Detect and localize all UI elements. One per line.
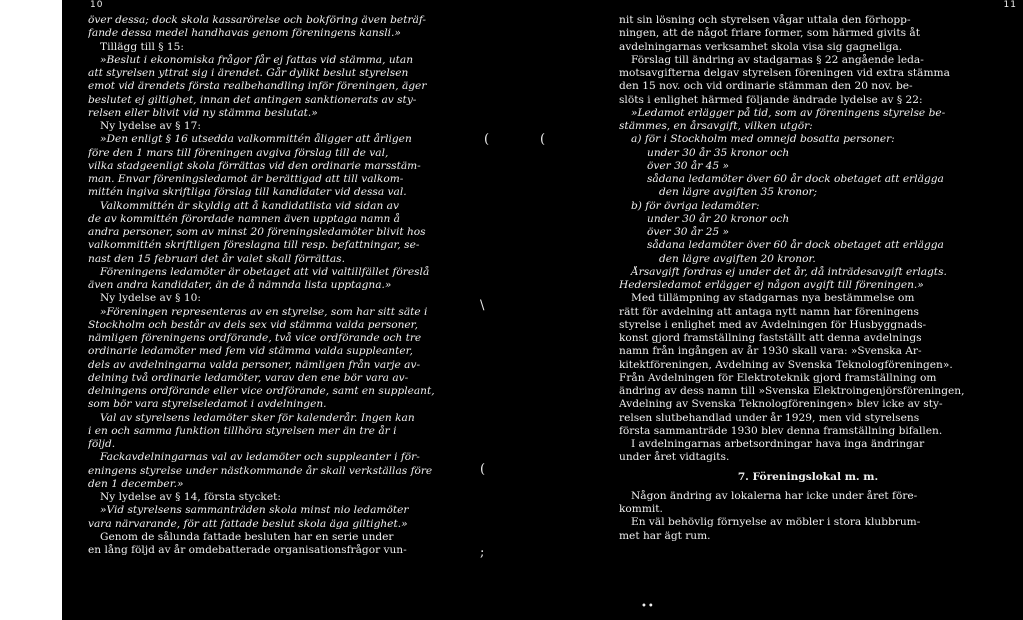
text-line: Någon ändring av lokalerna har icke under året före- (631, 489, 918, 502)
text-line: Ny lydelse av § 10: (100, 292, 201, 305)
text-line: en lång följd av år omdebatterade organisationsfrågor vun- (88, 544, 407, 556)
text-line: delning två ordinarie ledamöter, varav den ene bör vara av- (88, 371, 409, 384)
text-line: över 30 år 25 » (647, 226, 729, 238)
gutter-mark: ( (540, 132, 546, 147)
text-line: emot vid ärendets första realbehandling inför föreningen, äger (88, 80, 427, 93)
text-line: valkommittén skriftligen föreslagna till resp. befattningar, se- (88, 239, 420, 252)
text-line: konst gjord framställning fastställt att denna avdelnings (619, 332, 922, 344)
right-page-text (619, 14, 997, 543)
text-line: sådana ledamöter över 60 år dock obetaget att erlägga (647, 239, 944, 252)
page-number: 11 (1003, 0, 1017, 10)
text-line: avdelningarnas verksamhet skola visa sig gagneliga. (619, 40, 903, 53)
section-heading: 7. Föreningslokal m. m. (737, 470, 879, 483)
text-line: »Beslut i ekonomiska frågor får ej fattas vid stämma, utan (100, 53, 414, 66)
text-line: fande dessa medel handhavas genom föreningens kansli.» (88, 27, 401, 40)
text-line: I avdelningarnas arbetsordningar hava inga ändringar (631, 438, 925, 450)
text-line: ningen, att de något friare former, som härmed givits åt (619, 27, 920, 40)
text-line: man. Envar föreningsledamot är berättigad att till valkom- (88, 173, 404, 185)
text-line: dels av avdelningarna valda personer, nämligen från varje av- (88, 358, 421, 371)
text-line: Föreningens ledamöter är obetaget att vid valtillfället föreslå (100, 265, 430, 278)
text-line: styrelse i enlighet med av Avdelningen för Husbyggnads- (619, 318, 927, 331)
text-line: Val av styrelsens ledamöter sker för kalenderår. Ingen kan (100, 411, 415, 424)
gutter-mark: ( (484, 132, 490, 147)
text-line: Årsavgift fordras ej under det år, då inträdesavgift erlagts. (631, 265, 947, 278)
text-line: vilka stadgeenligt skola förrättas vid den ordinarie marsstäm- (88, 159, 421, 172)
text-line: under 30 år 20 kronor och (647, 212, 790, 225)
text-line: över 30 år 45 » (647, 159, 729, 172)
text-line: första sammanträde 1930 blev denna framställning bifallen. (619, 424, 943, 437)
gutter-mark: \ (480, 298, 485, 313)
text-line: över dessa; dock skola kassarörelse och bokföring även beträf- (88, 14, 426, 26)
text-line: met har ägt rum. (619, 529, 711, 542)
page-number: 10 (90, 0, 104, 10)
text-line: som bör vara styrelseledamot i avdelningen. (88, 398, 327, 411)
text-line: vara närvarande, för att fattade beslut skola äga giltighet.» (88, 517, 408, 530)
text-line: beslutet ej giltighet, innan det antingen sanktionerats av sty- (88, 93, 417, 106)
text-line: under 30 år 35 kronor och (647, 146, 790, 159)
text-line: Hedersledamot erlägger ej någon avgift till föreningen.» (619, 279, 924, 291)
left-page (62, 0, 462, 620)
text-line: Förslag till ändring av stadgarnas § 22 angående leda- (631, 53, 924, 66)
text-line: »Föreningen representeras av en styrelse, som har sitt säte i (100, 305, 428, 318)
text-line: före den 1 mars till föreningen avgiva förslag till de val, (88, 146, 389, 159)
text-line: sådana ledamöter över 60 år dock obetaget att erlägga (647, 173, 944, 185)
text-line: Från Avdelningen för Elektroteknik gjord framställning om (619, 371, 937, 384)
text-line: Med tillämpning av stadgarnas nya bestämmelse om (631, 292, 915, 305)
text-line: »Den enligt § 16 utsedda valkommittén åligger att årligen (100, 133, 412, 146)
text-line: »Ledamot erlägger på tid, som av föreningens styrelse be- (631, 106, 946, 119)
text-line: den lägre avgiften 35 kronor; (659, 186, 818, 199)
text-line: rätt för avdelning att antaga nytt namn har föreningens (619, 305, 919, 318)
footer-mark: •• (641, 601, 655, 612)
text-line: stämmes, en årsavgift, vilken utgör: (619, 120, 813, 132)
text-line: i en och samma funktion tillhöra styrelsen mer än tre år i (88, 424, 397, 437)
left-page-text (88, 14, 456, 557)
text-line: Ny lydelse av § 17: (100, 120, 201, 132)
text-line: den lägre avgiften 20 kronor. (659, 252, 816, 265)
text-line: delningens ordförande eller vice ordförande, samt en suppleant, (88, 385, 435, 397)
text-line: mittén ingiva skriftliga förslag till kandidater vid dessa val. (88, 186, 407, 199)
text-line: ordinarie ledamöter med fem vid stämma valda suppleanter, (88, 345, 413, 358)
text-line: den 15 nov. och vid ordinarie stämman den 20 nov. be- (619, 80, 913, 93)
text-line: kitektföreningen, Avdelning av Svenska Teknologföreningen». (619, 358, 953, 371)
text-line: eningens styrelse under nästkommande år skall verkställas före (88, 464, 433, 477)
text-line: nämligen föreningens ordförande, två vice ordförande och tre (88, 332, 422, 344)
text-line: »Vid styrelsens sammanträden skola minst nio ledamöter (100, 504, 409, 517)
text-line: att styrelsen yttrat sig i ärendet. Går dylikt beslut styrelsen (88, 67, 409, 79)
text-line: motsavgifterna delgav styrelsen föreningen vid extra stämma (619, 67, 950, 79)
text-line: de av kommittén förordade namnen även upptaga namn å (88, 212, 400, 225)
text-line: andra personer, som av minst 20 föreningsledamöter blivit hos (88, 226, 426, 238)
text-line: nit sin lösning och styrelsen vågar uttala den förhopp- (619, 14, 911, 26)
text-line: a) för i Stockholm med omnejd bosatta personer: (631, 133, 895, 146)
text-line: Avdelning av Svenska Teknologföreningen» blev icke av sty- (619, 398, 943, 411)
text-line: slöts i enlighet härmed följande ändrade lydelse av § 22: (619, 93, 923, 106)
text-line: under året vidtagits. (619, 451, 730, 464)
text-line: Tillägg till § 15: (100, 40, 184, 53)
text-line: kommit. (619, 503, 663, 515)
text-line: namn från ingången av år 1930 skall vara: »Svenska Ar- (619, 345, 922, 358)
text-line: Ny lydelse av § 14, första stycket: (100, 491, 281, 503)
gutter-mark: ( (480, 462, 486, 477)
right-page (593, 0, 1023, 620)
text-line: relsen eller blivit vid ny stämma beslutat.» (88, 106, 318, 119)
text-line: b) för övriga ledamöter: (631, 199, 760, 212)
text-line: den 1 december.» (88, 477, 184, 490)
gutter-mark: ; (480, 545, 485, 560)
book-gutter (462, 0, 593, 620)
text-line: ändring av dess namn till »Svenska Elektroingenjörsföreningen, (619, 385, 965, 397)
text-line: nast den 15 februari det år valet skall förrättas. (88, 252, 345, 265)
text-line: även andra kandidater, än de å nämnda lista upptagna.» (88, 279, 392, 291)
text-line: relsen slutbehandlad under år 1929, men vid styrelsens (619, 411, 920, 424)
text-line: följd. (88, 438, 116, 450)
text-line: Fackavdelningarnas val av ledamöter och suppleanter i för- (100, 451, 420, 464)
text-line: Stockholm och består av dels sex vid stämma valda personer, (88, 318, 418, 331)
text-line: Valkommittén är skyldig att å kandidatlista vid sidan av (100, 199, 399, 212)
text-line: Genom de sålunda fattade besluten har en serie under (100, 530, 394, 543)
text-line: En väl behövlig förnyelse av möbler i stora klubbrum- (631, 516, 921, 529)
